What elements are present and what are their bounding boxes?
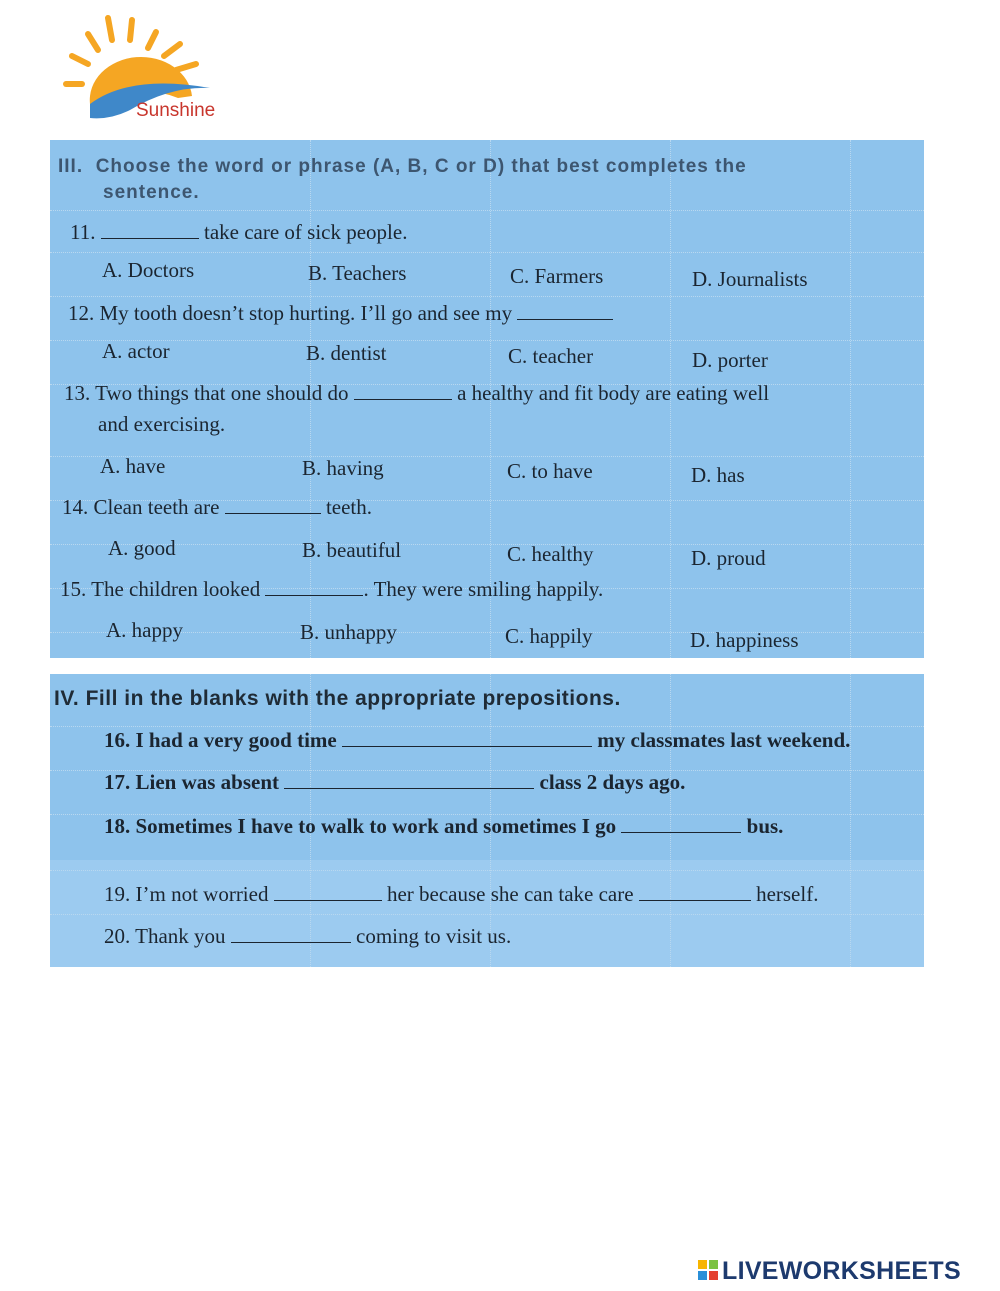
option-b[interactable]: B. Teachers [308,261,407,285]
section-3-instruction-cont: sentence. [103,182,200,203]
option-b[interactable]: B. beautiful [302,538,402,562]
question-13: 13. Two things that one should do a healthy and fit body are eating well [64,381,770,405]
option-c[interactable]: C. teacher [508,344,594,368]
answer-blank[interactable] [225,497,321,514]
section-4-panel [50,674,924,967]
logo-text: Sunshine [136,100,216,121]
liveworksheets-icon [698,1260,718,1280]
option-d[interactable]: D. has [691,463,745,487]
answer-blank[interactable] [621,816,741,833]
sunshine-logo [60,12,230,127]
option-b[interactable]: B. having [302,456,384,480]
option-b[interactable]: B. dentist [306,341,387,365]
option-a[interactable]: A. actor [102,339,170,363]
item-20: 20. Thank you coming to visit us. [104,924,512,948]
section-3-panel [50,140,924,658]
question-11: 11. take care of sick people. [70,220,408,244]
option-d[interactable]: D. proud [691,546,766,570]
section-3-instruction: III. Choose the word or phrase (A, B, C or D) that best completes the [58,156,747,177]
option-d[interactable]: D. happiness [690,628,799,652]
option-a[interactable]: A. Doctors [102,258,195,282]
question-13-cont: and exercising. [98,412,226,436]
answer-blank[interactable] [342,730,592,747]
question-12: 12. My tooth doesn’t stop hurting. I’ll go and see my [68,301,613,326]
answer-blank[interactable] [517,303,613,320]
item-16: 16. I had a very good time my classmates last weekend. [104,728,851,752]
option-a[interactable]: A. have [100,454,166,478]
option-d[interactable]: D. porter [692,348,768,372]
option-c[interactable]: C. to have [507,459,593,483]
option-c[interactable]: C. happily [505,624,593,648]
answer-blank[interactable] [101,222,199,239]
answer-blank[interactable] [639,884,751,901]
item-17: 17. Lien was absent class 2 days ago. [104,770,686,794]
option-d[interactable]: D. Journalists [692,267,808,291]
answer-blank[interactable] [354,383,452,400]
question-14: 14. Clean teeth are teeth. [62,495,372,519]
answer-blank[interactable] [265,579,363,596]
option-c[interactable]: C. healthy [507,542,594,566]
answer-blank[interactable] [274,884,382,901]
item-18: 18. Sometimes I have to walk to work and sometimes I go bus. [104,814,784,838]
option-a[interactable]: A. good [108,536,176,560]
answer-blank[interactable] [231,926,351,943]
question-15: 15. The children looked . They were smiling happily. [60,577,604,601]
option-c[interactable]: C. Farmers [510,264,604,288]
answer-blank[interactable] [284,772,534,789]
brand-text: LIVEWORKSHEETS [722,1257,961,1285]
section-4-heading: IV. Fill in the blanks with the appropriate prepositions. [54,687,621,710]
option-a[interactable]: A. happy [106,618,183,642]
option-b[interactable]: B. unhappy [300,620,397,644]
item-19: 19. I’m not worried her because she can take care herself. [104,882,819,906]
